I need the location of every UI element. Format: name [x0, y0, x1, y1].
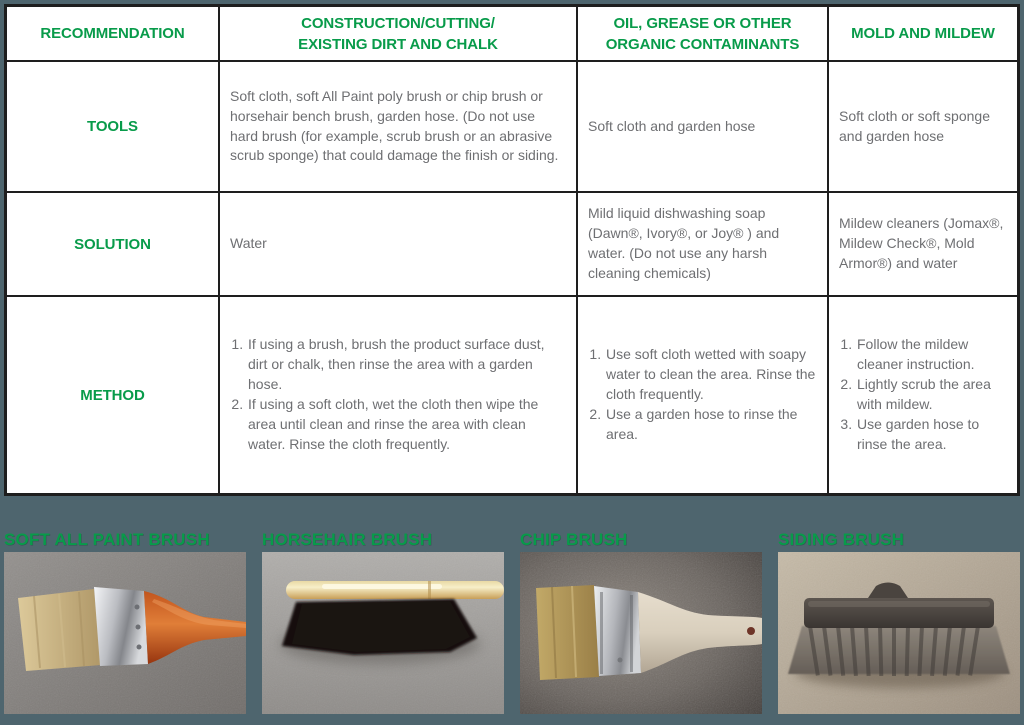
method-step: 2. If using a soft cloth, wet the cloth then wipe the area until clean and rinse the area with clean water. Rinse the cloth frequently.: [247, 395, 566, 455]
method-list: [230, 335, 566, 454]
row-label-solution: SOLUTION: [7, 193, 218, 295]
brush-gallery: [4, 527, 1020, 714]
cell-text: Mildew cleaners (Jomax®, Mildew Check®, Mold Armor®) and water: [839, 215, 1004, 271]
header-line: ORGANIC CONTAMINANTS: [605, 35, 800, 53]
method-list: [588, 345, 817, 444]
brush-label: HORSEHAIR BRUSH: [262, 530, 433, 549]
siding-brush-photo: [778, 552, 1020, 714]
brush-item-soft-all-paint: [4, 527, 246, 714]
header-line: OIL, GREASE OR OTHER: [613, 14, 792, 32]
cell-text: Soft cloth and garden hose: [588, 117, 756, 134]
method-step: 1. Follow the mildew cleaner instruction.: [856, 335, 1007, 375]
header-line: CONSTRUCTION/CUTTING/: [301, 14, 495, 32]
tools-oil-cell: [578, 62, 827, 191]
solution-mold-cell: [829, 193, 1017, 295]
header-construction-cutting: [220, 7, 576, 60]
header-line: RECOMMENDATION: [40, 25, 185, 42]
brush-label: SIDING BRUSH: [778, 530, 905, 549]
header-line: MOLD AND MILDEW: [851, 25, 995, 42]
soft-all-paint-brush-photo: [4, 552, 246, 714]
method-step: 2. Use a garden hose to rinse the area.: [605, 405, 817, 445]
cell-text: Mild liquid dishwashing soap (Dawn®, Ivory®, or Joy® ) and water. (Do not use any harsh cleaning chemicals): [588, 205, 780, 281]
row-label-tools: TOOLS: [7, 62, 218, 191]
method-list: [839, 335, 1007, 454]
method-oil-cell: [578, 297, 827, 493]
row-label-method: METHOD: [7, 297, 218, 493]
header-mold-mildew: [829, 7, 1017, 60]
cell-text: Water: [230, 235, 267, 252]
brush-item-horsehair: [262, 527, 504, 714]
brush-label: CHIP BRUSH: [520, 530, 628, 549]
header-recommendation: [7, 7, 218, 60]
horsehair-brush-photo: [262, 552, 504, 714]
method-step: 1. If using a brush, brush the product surface dust, dirt or chalk, then rinse the area with a garden hose.: [247, 335, 566, 395]
cell-text: Soft cloth, soft All Paint poly brush or chip brush or horsehair bench brush, garden hose. (Do not use hard brush (for example, scrub brush or an abrasive scrub sponge) that could damage the finish or siding.: [230, 87, 559, 164]
solution-construction-cell: [220, 193, 576, 295]
header-oil-grease: [578, 7, 827, 60]
method-step: 3. Use garden hose to rinse the area.: [856, 415, 1007, 455]
solution-oil-cell: [578, 193, 827, 295]
tools-construction-cell: [220, 62, 576, 191]
brush-label: SOFT ALL PAINT BRUSH: [4, 530, 210, 549]
cell-text: Soft cloth or soft sponge and garden hose: [839, 107, 990, 144]
method-mold-cell: [829, 297, 1017, 493]
chip-brush-photo: [520, 552, 762, 714]
brush-item-siding: [778, 527, 1020, 714]
method-step: 2. Lightly scrub the area with mildew.: [856, 375, 1007, 415]
header-line: EXISTING DIRT AND CHALK: [298, 35, 498, 53]
method-construction-cell: [220, 297, 576, 493]
tools-mold-cell: [829, 62, 1017, 191]
brush-item-chip: [520, 527, 762, 714]
method-step: 1. Use soft cloth wetted with soapy water to clean the area. Rinse the cloth frequently.: [605, 345, 817, 405]
recommendation-table: [4, 4, 1020, 496]
